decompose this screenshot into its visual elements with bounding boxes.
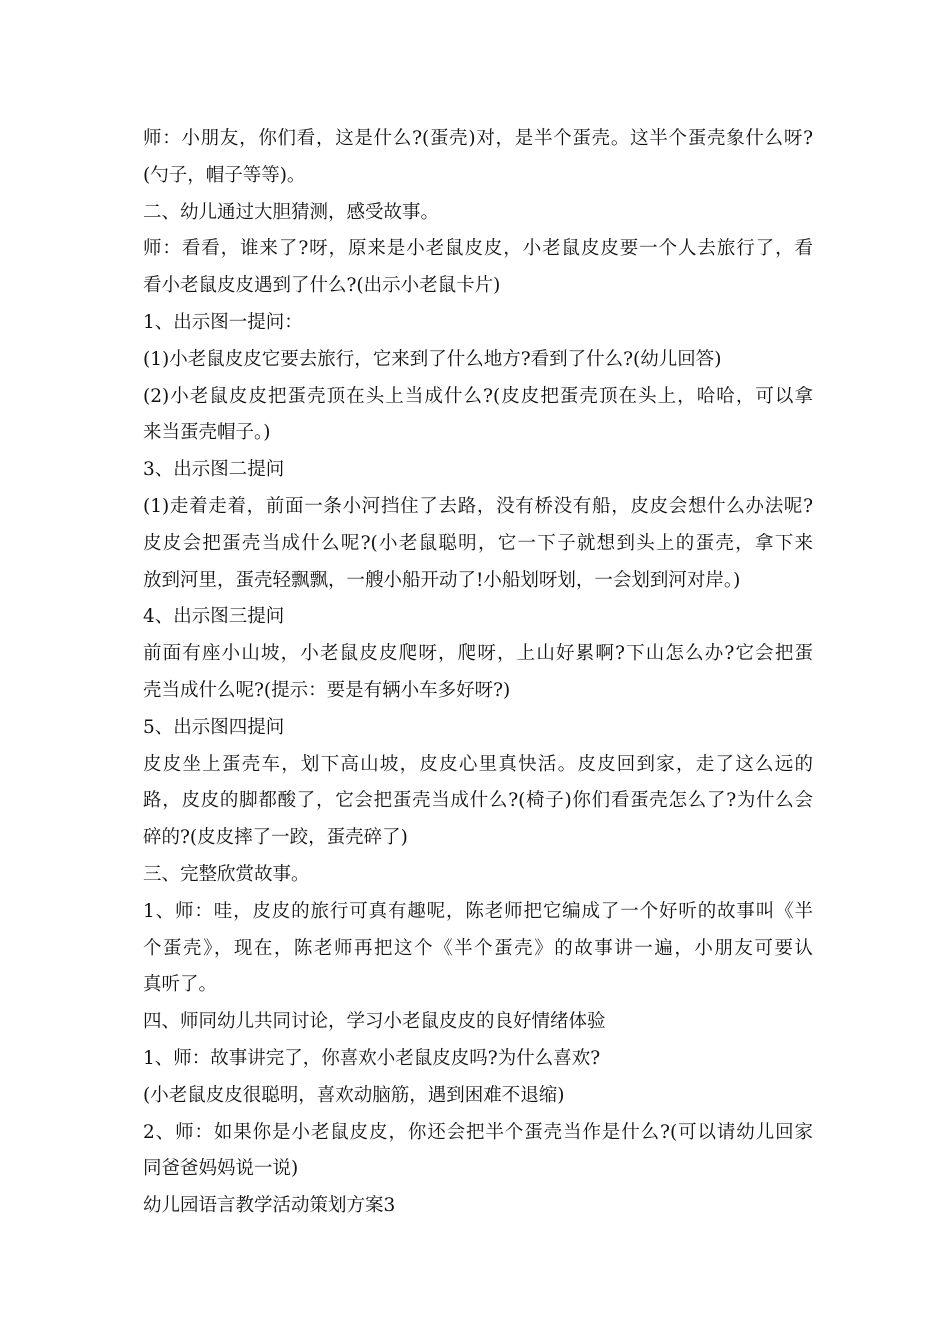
text-line: 看小老鼠皮皮遇到了什么?(出示小老鼠卡片): [143, 275, 501, 297]
text-line: 1、师：故事讲完了，你喜欢小老鼠皮皮吗?为什么喜欢?: [143, 1047, 601, 1069]
text-line: 同爸爸妈妈说一说): [143, 1158, 299, 1180]
text-line: 1、师：哇，皮皮的旅行可真有趣呢，陈老师把它编成了一个好听的故事叫《半: [143, 900, 813, 922]
text-line: 2、师：如果你是小老鼠皮皮，你还会把半个蛋壳当作是什么?(可以请幼儿回家: [143, 1121, 813, 1143]
text-line: 真听了。: [143, 974, 218, 996]
text-line: 三、完整欣赏故事。: [143, 863, 310, 885]
text-line: 放到河里，蛋壳轻飘飘，一艘小船开动了!小船划呀划，一会划到河对岸。): [143, 569, 741, 591]
text-line: 来当蛋壳帽子。): [143, 422, 271, 444]
text-line: 皮皮会把蛋壳当成什么呢?(小老鼠聪明，它一下子就想到头上的蛋壳，拿下来: [143, 532, 813, 554]
text-line: 碎的?(皮皮摔了一跤，蛋壳碎了): [143, 827, 408, 849]
text-line: 四、师同幼儿共同讨论，学习小老鼠皮皮的良好情绪体验: [143, 1011, 606, 1033]
text-line: 3、出示图二提问: [143, 459, 285, 481]
text-line: (勺子，帽子等等)。: [143, 164, 306, 186]
text-line: 路，皮皮的脚都酸了，它会把蛋壳当成什么?(椅子)你们看蛋壳怎么了?为什么会: [143, 790, 813, 812]
text-line: 前面有座小山坡，小老鼠皮皮爬呀，爬呀，上山好累啊?下山怎么办?它会把蛋: [143, 643, 813, 665]
text-line: 皮皮坐上蛋壳车，划下高山坡，皮皮心里真快活。皮皮回到家，走了这么远的: [143, 753, 813, 775]
text-line: 师：小朋友，你们看，这是什么?(蛋壳)对，是半个蛋壳。这半个蛋壳象什么呀?: [143, 128, 813, 149]
document-body: [143, 121, 813, 1225]
text-line: (2)小老鼠皮皮把蛋壳顶在头上当成什么?(皮皮把蛋壳顶在头上，哈哈，可以拿: [143, 385, 813, 407]
text-line: 4、出示图三提问: [143, 606, 285, 628]
text-line: (1)走着走着，前面一条小河挡住了去路，没有桥没有船，皮皮会想什么办法呢?: [143, 495, 813, 517]
text-line: 师：看看，谁来了?呀，原来是小老鼠皮皮，小老鼠皮皮要一个人去旅行了，看: [143, 238, 813, 260]
text-line: (小老鼠皮皮很聪明，喜欢动脑筋，遇到困难不退缩): [143, 1084, 565, 1106]
text-line: 1、出示图一提问：: [143, 311, 303, 333]
text-line: 5、出示图四提问: [143, 716, 285, 738]
text-line: 二、幼儿通过大胆猜测，感受故事。: [143, 201, 440, 223]
text-line: 幼儿园语言教学活动策划方案3: [143, 1195, 396, 1217]
text-line: 壳当成什么呢?(提示：要是有辆小车多好呀?): [143, 679, 511, 701]
text-line: (1)小老鼠皮皮它要去旅行，它来到了什么地方?看到了什么?(幼儿回答): [143, 348, 722, 370]
text-line: 个蛋壳》，现在，陈老师再把这个《半个蛋壳》的故事讲一遍，小朋友可要认: [143, 937, 813, 959]
